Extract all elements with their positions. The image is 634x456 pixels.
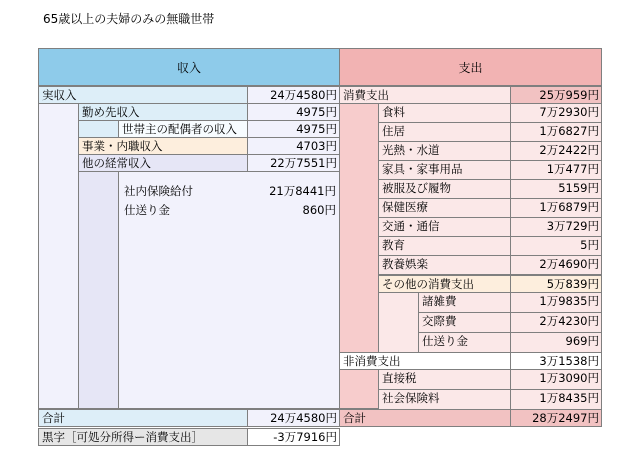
consumption-item-label: 教育 bbox=[378, 236, 511, 256]
work-income-value: 4975円 bbox=[247, 103, 340, 121]
other-consumption-label: その他の消費支出 bbox=[378, 275, 511, 293]
social-insurance-label: 社内保険給付 bbox=[124, 184, 193, 198]
other-regular-income-value: 22万7551円 bbox=[247, 154, 340, 172]
consumption-item-label: 被服及び履物 bbox=[378, 179, 511, 199]
non-consumption-item-value: 1万8435円 bbox=[510, 389, 602, 410]
consumption-item-value: 3万729円 bbox=[510, 217, 602, 237]
other-consumption-indent bbox=[378, 292, 419, 353]
consumption-item-label: 交通・通信 bbox=[378, 217, 511, 237]
page-title: 65歳以上の夫婦のみの無職世帯 bbox=[43, 12, 215, 26]
remittance-income-value: 860円 bbox=[302, 203, 336, 217]
actual-income-label: 実収入 bbox=[38, 86, 248, 104]
spouse-income-value: 4975円 bbox=[247, 120, 340, 138]
consumption-item-label: 教養娯楽 bbox=[378, 255, 511, 275]
non-consumption-label: 非消費支出 bbox=[339, 352, 511, 370]
actual-income-value: 24万4580円 bbox=[247, 86, 340, 104]
spouse-indent bbox=[78, 120, 119, 138]
non-consumption-indent bbox=[339, 369, 379, 409]
other-consumption-value: 5万839円 bbox=[510, 275, 602, 293]
consumption-item-label: 食料 bbox=[378, 103, 511, 123]
income-header: 収入 bbox=[38, 48, 340, 86]
consumption-item-value: 1万6879円 bbox=[510, 198, 602, 218]
spouse-income-label: 世帯主の配偶者の収入 bbox=[118, 120, 248, 138]
other-consumption-item-value: 969円 bbox=[510, 332, 602, 353]
income-indent-column bbox=[38, 103, 79, 409]
income-total-value: 24万4580円 bbox=[247, 409, 340, 427]
consumption-item-value: 1万6827円 bbox=[510, 122, 602, 142]
other-regular-income-label: 他の経常収入 bbox=[78, 154, 248, 172]
surplus-value: -3万7916円 bbox=[247, 428, 340, 446]
non-consumption-value: 3万1538円 bbox=[510, 352, 602, 370]
remittance-income-label: 仕送り金 bbox=[124, 203, 170, 217]
consumption-item-value: 1万477円 bbox=[510, 160, 602, 180]
consumption-item-value: 2万2422円 bbox=[510, 141, 602, 161]
consumption-item-label: 保健医療 bbox=[378, 198, 511, 218]
expense-total-value: 28万2497円 bbox=[510, 409, 602, 427]
social-insurance-value: 21万8441円 bbox=[269, 184, 336, 198]
non-consumption-item-label: 社会保険料 bbox=[378, 389, 511, 410]
expense-header: 支出 bbox=[339, 48, 602, 86]
consumption-item-value: 5159円 bbox=[510, 179, 602, 199]
consumption-item-value: 2万4690円 bbox=[510, 255, 602, 275]
consumption-label: 消費支出 bbox=[339, 86, 511, 104]
consumption-item-label: 家具・家事用品 bbox=[378, 160, 511, 180]
expense-total-label: 合計 bbox=[339, 409, 511, 427]
business-income-label: 事業・内職収入 bbox=[78, 137, 248, 155]
surplus-label: 黒字［可処分所得ー消費支出］ bbox=[38, 428, 248, 446]
other-consumption-item-label: 諸雑費 bbox=[418, 292, 511, 313]
consumption-indent bbox=[339, 103, 379, 353]
consumption-value: 25万959円 bbox=[510, 86, 602, 104]
other-consumption-item-value: 1万9835円 bbox=[510, 292, 602, 313]
consumption-item-label: 住居 bbox=[378, 122, 511, 142]
non-consumption-item-label: 直接税 bbox=[378, 369, 511, 390]
other-consumption-item-label: 仕送り金 bbox=[418, 332, 511, 353]
other-consumption-item-value: 2万4230円 bbox=[510, 312, 602, 333]
consumption-item-value: 5円 bbox=[510, 236, 602, 256]
income-total-label: 合計 bbox=[38, 409, 248, 427]
work-income-label: 勤め先収入 bbox=[78, 103, 248, 121]
non-consumption-item-value: 1万3090円 bbox=[510, 369, 602, 390]
consumption-item-label: 光熱・水道 bbox=[378, 141, 511, 161]
business-income-value: 4703円 bbox=[247, 137, 340, 155]
other-consumption-item-label: 交際費 bbox=[418, 312, 511, 333]
consumption-item-value: 7万2930円 bbox=[510, 103, 602, 123]
other-regular-indent bbox=[78, 171, 119, 409]
